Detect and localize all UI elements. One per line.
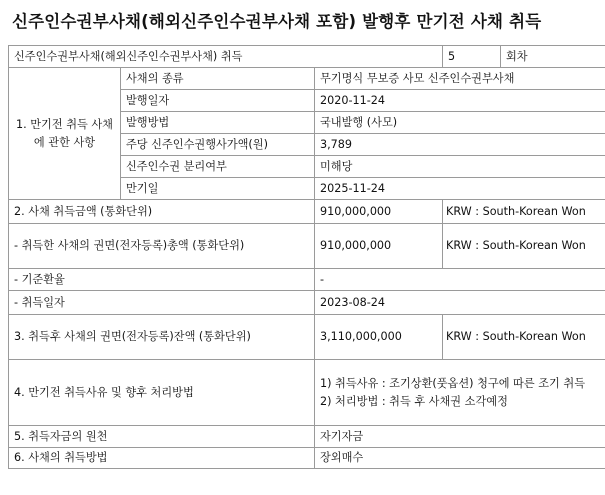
table-row	[9, 360, 605, 426]
row-label: 6. 사채의 취득방법	[9, 448, 315, 469]
table-row	[9, 200, 605, 224]
section1-label: 1. 만기전 취득 사채에 관한 사항	[9, 68, 121, 200]
row-value: -	[315, 269, 605, 291]
row-label: - 취득일자	[9, 291, 315, 315]
sub-value: 2020-11-24	[315, 90, 605, 112]
round-unit-cell: 회차	[501, 46, 605, 68]
table-row	[9, 68, 605, 90]
sub-label: 발행일자	[121, 90, 315, 112]
sub-label: 신주인수권 분리여부	[121, 156, 315, 178]
row-value: 910,000,000	[315, 224, 443, 269]
sub-label: 발행방법	[121, 112, 315, 134]
sub-value: 국내발행 (사모)	[315, 112, 605, 134]
row-value: 2023-08-24	[315, 291, 605, 315]
currency-cell: KRW : South-Korean Won	[443, 224, 605, 269]
sub-label: 주당 신주인수권행사가액(원)	[121, 134, 315, 156]
table-row	[9, 46, 605, 68]
round-number-cell: 5	[443, 46, 501, 68]
row-label: 2. 사채 취득금액 (통화단위)	[9, 200, 315, 224]
reason-line-2: 2) 처리방법 : 취득 후 사채권 소각예정	[320, 394, 508, 408]
sub-value: 3,789	[315, 134, 605, 156]
row-value: 자기자금	[315, 426, 605, 448]
sub-value: 2025-11-24	[315, 178, 605, 200]
table-row	[9, 448, 605, 469]
table-row	[9, 426, 605, 448]
disclosure-table	[8, 45, 605, 469]
row-value: 장외매수	[315, 448, 605, 469]
row-label: 5. 취득자금의 원천	[9, 426, 315, 448]
row-value: 3,110,000,000	[315, 315, 443, 360]
row-label: 4. 만기전 취득사유 및 향후 처리방법	[9, 360, 315, 426]
page-title: 신주인수권부사채(해외신주인수권부사채 포함) 발행후 만기전 사채 취득	[12, 12, 542, 31]
row-value: 910,000,000	[315, 200, 443, 224]
row-label: - 취득한 사채의 권면(전자등록)총액 (통화단위)	[9, 224, 315, 269]
sub-label: 만기일	[121, 178, 315, 200]
row-label: 3. 취득후 사채의 권면(전자등록)잔액 (통화단위)	[9, 315, 315, 360]
sub-value: 무기명식 무보증 사모 신주인수권부사채	[315, 68, 605, 90]
table-row	[9, 291, 605, 315]
table-row	[9, 224, 605, 269]
table-row	[9, 315, 605, 360]
row-label: - 기준환율	[9, 269, 315, 291]
reason-line-1: 1) 취득사유 : 조기상환(풋옵션) 청구에 따른 조기 취득	[320, 376, 586, 390]
sub-value: 미해당	[315, 156, 605, 178]
reason-cell	[315, 360, 605, 426]
table-row	[9, 269, 605, 291]
sub-label: 사채의 종류	[121, 68, 315, 90]
currency-cell: KRW : South-Korean Won	[443, 315, 605, 360]
currency-cell: KRW : South-Korean Won	[443, 200, 605, 224]
bond-type-cell: 신주인수권부사채(해외신주인수권부사채) 취득	[9, 46, 443, 68]
